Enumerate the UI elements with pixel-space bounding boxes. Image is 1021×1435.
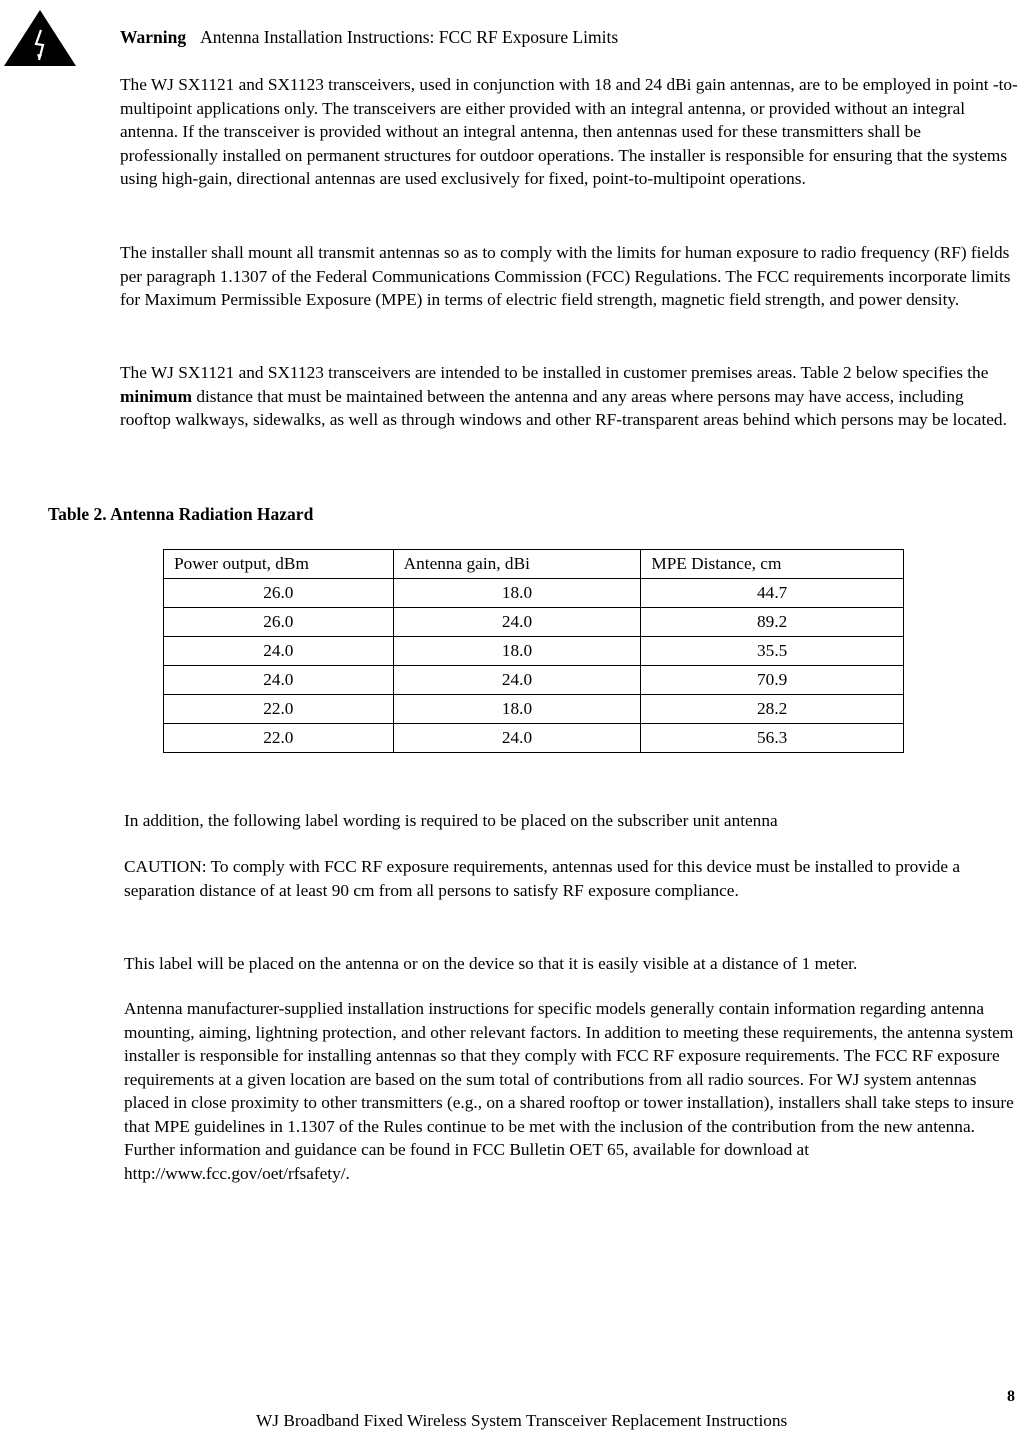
antenna-gain-cell: 18.0 [393, 695, 641, 724]
table-row [164, 608, 904, 637]
paragraph-caution: CAUTION: To comply with FCC RF exposure requirements, antennas used for this device must be installed to provide a separation distance of at least 90 cm from all persons to satisfy RF exposure compliance. [124, 857, 960, 900]
antenna-gain-cell: 18.0 [393, 579, 641, 608]
antenna-gain-cell: 18.0 [393, 637, 641, 666]
page-footer: WJ Broadband Fixed Wireless System Transceiver Replacement Instructions [256, 1411, 788, 1430]
paragraph-transceiver-usage: The WJ SX1121 and SX1123 transceivers, used in conjunction with 18 and 24 dBi gain antennas, are to be employed in point -to- multipoint applications only. The transceivers are either provided with an integral antenna, or provided without an integral antenna. If the transceiver is provided without an integral antenna, then antennas used for these transmitters shall be professionally installed on permanent structures for outdoor operations. The installer is responsible for ensuring that the systems using high-gain, directional antennas are used exclusively for fixed, point-to-multipoint operations. [120, 75, 1018, 188]
minimum-emphasis: minimum [120, 386, 193, 406]
paragraph-minimum-distance-end: distance that must be maintained between the antenna and any areas where persons may have access, including rooftop walkways, sidewalks, as well as through windows and other RF-transparent areas behind which persons may be located. [120, 386, 1007, 429]
header-antenna-gain: Antenna gain, dBi [393, 550, 641, 579]
antenna-radiation-hazard-table [163, 549, 904, 753]
table-title: Table 2. Antenna Radiation Hazard [48, 504, 314, 524]
mpe-distance-cell: 70.9 [641, 666, 904, 695]
warning-icon [2, 8, 78, 68]
table-row [164, 579, 904, 608]
table-row [164, 666, 904, 695]
warning-heading [120, 27, 618, 48]
mpe-distance-cell: 89.2 [641, 608, 904, 637]
table-row [164, 724, 904, 753]
paragraph-label-visibility: This label will be placed on the antenna or on the device so that it is easily visible at a distance of 1 meter. [124, 954, 858, 973]
paragraph-minimum-distance [120, 361, 1015, 432]
power-output-cell: 26.0 [164, 608, 394, 637]
table-row [164, 695, 904, 724]
power-output-cell: 24.0 [164, 666, 394, 695]
warning-label: Warning [120, 27, 187, 47]
mpe-distance-cell: 56.3 [641, 724, 904, 753]
paragraph-installer-limits: The installer shall mount all transmit antennas so as to comply with the limits for human exposure to radio frequency (RF) fields per paragraph 1.1307 of the Federal Communications Commission (FCC) Regulations. The FCC requirements incorporate limits for Maximum Permissible Exposure (MPE) in terms of electric field strength, magnetic field strength, and power density. [120, 243, 1011, 309]
antenna-gain-cell: 24.0 [393, 608, 641, 637]
antenna-gain-cell: 24.0 [393, 666, 641, 695]
paragraph-manufacturer-instructions: Antenna manufacturer-supplied installation instructions for specific models generally contain information regarding antenna mounting, aiming, lightning protection, and other relevant factors. In addition to meeting these requirements, the antenna system installer is responsible for installing antennas so that they comply with FCC RF exposure requirements. The FCC RF exposure requirements at a given location are based on the sum total of contributions from all radio sources. For WJ system antennas placed in close proximity to other transmitters (e.g., on a shared rooftop or tower installation), installers shall take steps to insure that MPE guidelines in 1.1307 of the Rules continue to be met with the inclusion of the contribution from the new antenna. Further information and guidance can be found in FCC Bulletin OET 65, available for download at http://www.fcc.gov/oet/rfsafety/. [124, 999, 1014, 1183]
table-row [164, 637, 904, 666]
table-header-row [164, 550, 904, 579]
paragraph-label-requirement: In addition, the following label wording is required to be placed on the subscriber unit antenna [124, 811, 778, 830]
warning-title: Antenna Installation Instructions: FCC RF Exposure Limits [200, 27, 619, 47]
antenna-gain-cell: 24.0 [393, 724, 641, 753]
power-output-cell: 22.0 [164, 724, 394, 753]
mpe-distance-cell: 35.5 [641, 637, 904, 666]
power-output-cell: 22.0 [164, 695, 394, 724]
mpe-distance-cell: 44.7 [641, 579, 904, 608]
mpe-distance-cell: 28.2 [641, 695, 904, 724]
power-output-cell: 26.0 [164, 579, 394, 608]
page-number: 8 [1007, 1388, 1015, 1405]
header-power-output: Power output, dBm [164, 550, 394, 579]
paragraph-minimum-distance-start: The WJ SX1121 and SX1123 transceivers are intended to be installed in customer premises areas. Table 2 below specifies the [120, 363, 989, 382]
power-output-cell: 24.0 [164, 637, 394, 666]
header-mpe-distance: MPE Distance, cm [641, 550, 904, 579]
